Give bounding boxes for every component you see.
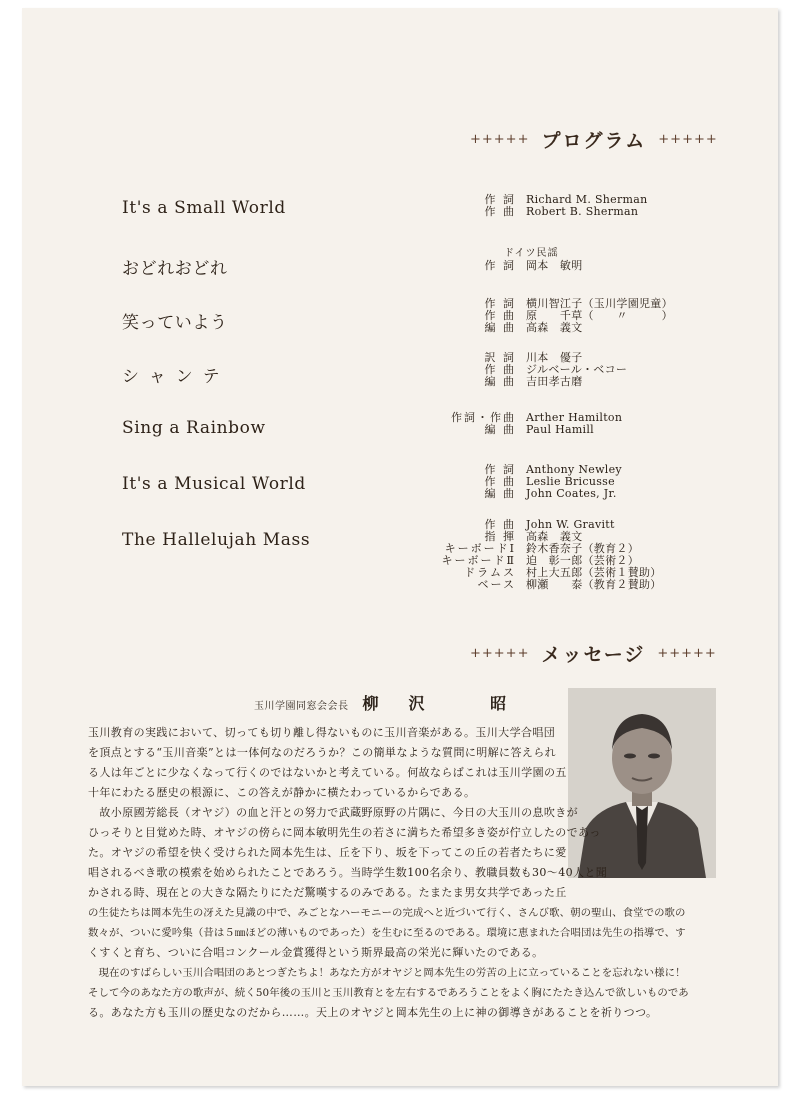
- credit-role: 作 詞: [484, 193, 516, 206]
- message-text-line: を頂点とする“玉川音楽”とは一体何なのだろうか？この簡単なような質問に明解に答えられ: [88, 746, 557, 759]
- credit-name: 横川智江子（玉川学園児童）: [526, 297, 673, 310]
- credit-role: 作 曲: [484, 518, 516, 531]
- credit-role: 作 詞: [484, 463, 516, 476]
- credit-role: 編 曲: [484, 375, 516, 388]
- credit-role: 作 曲: [484, 205, 516, 218]
- credit-name: John W. Gravitt: [526, 518, 615, 531]
- credit-name: John Coates, Jr.: [526, 487, 617, 500]
- message-text-line: 唱されるべき歌の模索を始められたことであろう。当時学生数100名余り、教職員数も30～40人と聞: [88, 866, 608, 879]
- credit-name: 迫 彰一郎（芸術２）: [526, 554, 639, 567]
- credit-name: Robert B. Sherman: [526, 205, 639, 218]
- credit-line: [392, 206, 732, 218]
- credit-name: 鈴木香奈子（教育２）: [526, 542, 639, 555]
- song-credits: [392, 248, 732, 272]
- credit-name: 岡本 敏明: [526, 259, 583, 272]
- credit-name: Anthony Newley: [526, 463, 622, 476]
- song-title: Sing a Rainbow: [122, 418, 266, 438]
- credit-line: [392, 376, 732, 388]
- message-text-line: 現在のすばらしい玉川合唱団のあとつぎたちよ！あなた方がオヤジと岡本先生の労苦の上に立っていることを忘れない様に！: [88, 967, 686, 979]
- credit-name: ジルベール・ベコー: [526, 363, 628, 376]
- credit-role: 作 詞: [484, 297, 516, 310]
- credit-name: 高森 義文: [526, 530, 583, 543]
- credit-role: 作詞・作曲: [451, 411, 516, 424]
- credit-role: ベース: [477, 578, 516, 591]
- credit-role: 作 曲: [484, 363, 516, 376]
- credit-name: 原 千草（ 〃 ）: [526, 309, 673, 322]
- credit-line: [392, 424, 732, 436]
- credit-role: キーボードⅠ: [444, 542, 516, 555]
- ornament-left-decoration: +++++: [470, 132, 530, 147]
- credit-role: 編 曲: [484, 487, 516, 500]
- credit-line: [392, 322, 732, 334]
- author-byline: [254, 691, 536, 714]
- portrait-illustration: [568, 688, 716, 878]
- message-text-line: 玉川教育の実践において、切っても切り離し得ないものに玉川音楽がある。玉川大学合唱団: [88, 726, 556, 739]
- credit-role: 指 揮: [484, 530, 516, 543]
- song-credits: [392, 298, 732, 334]
- message-heading: [470, 640, 717, 667]
- credit-role: 作 曲: [484, 475, 516, 488]
- message-text-line: る人は年ごとに少なくなって行くのではないかと考えている。何故ならばこれは玉川学園の五: [88, 766, 567, 779]
- credit-role: 作 詞: [484, 259, 516, 272]
- program-page: [22, 8, 778, 1086]
- ornament-right-decoration: +++++: [657, 646, 717, 661]
- credit-role: 編 曲: [484, 321, 516, 334]
- author-portrait-photo: [568, 688, 716, 878]
- ornament-right-decoration: +++++: [658, 132, 718, 147]
- ornament-left-decoration: +++++: [470, 646, 530, 661]
- song-credits: [392, 464, 732, 500]
- song-title: 笑っていよう: [122, 313, 228, 333]
- message-text-line: る。あなた方も玉川の歴史なのだから……。天上のオヤジと岡本先生の上に神の御導きがあることを祈りつつ。: [88, 1006, 658, 1019]
- message-text-line: ひっそりと目覚めた時、オヤジの傍らに岡本敏明先生の若さに満ちた希望多き姿が佇立したのであっ: [88, 826, 601, 839]
- credit-name: Richard M. Sherman: [526, 193, 648, 206]
- message-text-line: の生徒たちは岡本先生の冴えた見識の中で、みごとなハーモニーの完成へと近づいて行く、さんび歌、朝の聖山、食堂での歌の: [88, 907, 686, 919]
- credit-name: 吉田孝古磨: [526, 375, 583, 388]
- credit-line: [392, 579, 732, 591]
- credit-role: 編 曲: [484, 423, 516, 436]
- program-heading-title: プログラム: [541, 130, 647, 152]
- credit-role: 訳 詞: [484, 351, 516, 364]
- credit-name: 柳瀬 泰（教育２賛助）: [526, 578, 662, 591]
- credit-line: [392, 260, 732, 272]
- song-title: おどれおどれ: [122, 259, 228, 279]
- credit-name: Arther Hamilton: [526, 411, 623, 424]
- credit-name: Paul Hamill: [526, 423, 595, 436]
- credit-role: キーボードⅡ: [441, 554, 516, 567]
- message-text-line: 数々が、ついに愛吟集（昔は５㎜ほどの薄いものであった）を生むに至るのである。環境に恵まれた合唱団は先生の指導で、す: [88, 927, 686, 939]
- credit-name: Leslie Bricusse: [526, 475, 615, 488]
- song-title: It's a Small World: [122, 198, 286, 218]
- message-text-line: そして今のあなた方の歌声が、続く50年後の玉川と玉川教育とを左右するであろうことをよく胸にたたき込んで欲しいものであ: [88, 987, 689, 999]
- credit-name: 川本 優子: [526, 351, 583, 364]
- credit-role: ドラムス: [464, 566, 516, 579]
- credit-role: 作 曲: [484, 309, 516, 322]
- author-role: 玉川学園同窓会会長: [254, 701, 349, 712]
- credit-name: 村上大五郎（芸術１賛助）: [526, 566, 662, 579]
- song-credits: [392, 519, 732, 591]
- song-title: It's a Musical World: [122, 474, 306, 494]
- message-text-line: くすくと育ち、ついに合唱コンクール金賞獲得という斯界最高の栄光に輝いたのである。: [88, 946, 544, 959]
- program-heading: [470, 126, 718, 153]
- message-text-line: 故小原國芳総長（オヤジ）の血と汗との努力で武蔵野原野の片隅に、今日の大玉川の息吹きが: [88, 806, 579, 819]
- message-heading-title: メッセージ: [541, 644, 646, 666]
- song-credits: [392, 412, 732, 436]
- message-text-line: 十年にわたる歴史の根源に、この答えが静かに横たわっているからである。: [88, 786, 476, 799]
- song-title: The Hallelujah Mass: [122, 530, 311, 550]
- credit-note: ドイツ民謡: [504, 248, 559, 259]
- song-credits: [392, 194, 732, 218]
- message-text-line: かされる時、現在との大きな隔たりにただ驚嘆するのみである。たまたま男女共学であった丘: [88, 886, 567, 899]
- message-text-line: た。オヤジの希望を快く受けられた岡本先生は、丘を下り、坂を下ってこの丘の若者たちに愛: [88, 846, 567, 859]
- credit-line: [392, 488, 732, 500]
- credit-name: 高森 義文: [526, 321, 583, 334]
- song-title: シャンテ: [122, 367, 230, 387]
- song-credits: [392, 352, 732, 388]
- author-name: 柳沢 昭: [362, 694, 537, 713]
